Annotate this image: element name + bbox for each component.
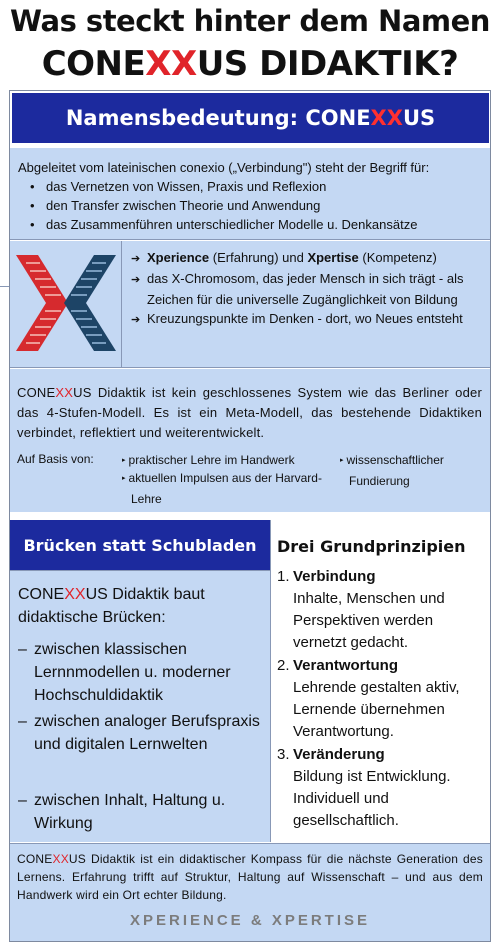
title-brand-xx: XX <box>145 44 197 84</box>
principle-body: Inhalte, Menschen und Perspektiven werden vernetzt gedacht. <box>293 590 445 651</box>
banner-xx: XX <box>370 106 403 130</box>
brand-end: US <box>85 586 108 603</box>
basis-text: aktuellen Impulsen aus der Harvard-Lehre <box>128 471 322 506</box>
list-text: das X-Chromosom, das jeder Mensch in sich trägt - als Zeichen für die universelle Zugänglichkeit von Bildung <box>147 271 464 307</box>
list-text: Kreuzungspunkte im Denken - dort, wo Neues entsteht <box>147 311 463 326</box>
list-item <box>131 309 486 330</box>
banner-text: Namensbedeutung: CONE <box>65 106 371 130</box>
list-item: • das Vernetzen von Wissen, Praxis und Reflexion <box>30 177 417 196</box>
meaning-section <box>10 148 490 240</box>
basis-text: wissenschaftlicher Fundierung <box>346 453 444 488</box>
dna-x-logo-icon <box>10 241 122 368</box>
brand-end: US <box>73 385 92 400</box>
banner-text-end: US <box>402 106 436 130</box>
principle-body: Bildung ist Entwicklung. Individuell und gesellschaftlich. <box>293 768 451 829</box>
bridge-text: zwischen Inhalt, Haltung u. Wirkung <box>34 792 226 832</box>
basis-item <box>340 451 490 490</box>
logo-box <box>10 241 122 368</box>
bridge-text: zwischen klassischen Lernnmodellen u. moderner Hochschuldidaktik <box>34 641 231 704</box>
principle-heading: Verantwortung <box>293 657 399 674</box>
list-item: • den Transfer zwischen Theorie und Anwendung <box>30 196 417 215</box>
page-title-line1: Was steckt hinter dem Namen <box>10 4 490 38</box>
triangle-bullet-icon: ▸ <box>340 457 344 464</box>
principles-title: Drei Grundprinzipien <box>277 537 466 556</box>
brand-start: CONE <box>17 852 53 866</box>
basis-text: praktischer Lehre im Handwerk <box>128 453 295 467</box>
principle-heading: Verbindung <box>293 568 376 585</box>
brand-start: CONE <box>18 586 65 603</box>
principle-item <box>277 655 489 743</box>
closing-text: Didaktik ist ein didaktischer Kompass für die nächste Generation des Lernens. Erfahrung trifft auf Struktur, Haltung auf Wissenschaft – und aus dem Handwerk wird ein Ort echter Bildung. <box>17 852 483 902</box>
meaning-list <box>30 177 417 234</box>
meaning-lead: Abgeleitet vom lateinischen conexio („Verbindung") steht der Begriff für: <box>18 160 430 175</box>
section-banner-name-meaning <box>12 93 489 143</box>
list-item: • das Zusammenführen unterschiedlicher Modelle u. Denkansätze <box>30 215 417 234</box>
principle-item <box>277 744 489 832</box>
arrow-icon: ➔ <box>131 314 141 326</box>
brand-end: US <box>68 852 86 866</box>
footer-tagline: XPERIENCE & XPERTISE <box>129 912 371 929</box>
bridge-item <box>18 710 263 756</box>
principle-number: 1. <box>277 568 290 585</box>
principle-item <box>277 566 489 654</box>
dash-bullet: – <box>18 792 27 809</box>
list-item <box>131 248 486 269</box>
bridges-intro-text: Didaktik baut didaktische Brücken: <box>18 586 205 626</box>
keyword-xpertise: Xpertise <box>307 250 359 265</box>
list-text: (Kompetenz) <box>358 250 437 265</box>
principle-number: 2. <box>277 657 290 674</box>
principle-number: 3. <box>277 746 290 763</box>
page-title-line2 <box>0 44 500 84</box>
basis-item <box>122 469 322 508</box>
principle-body: Lehrende gestalten aktiv, Lernende übernehmen Verantwortung. <box>293 679 460 740</box>
brand-start: CONE <box>17 385 56 400</box>
arrow-icon: ➔ <box>131 274 141 286</box>
triangle-bullet-icon: ▸ <box>122 475 126 482</box>
bridges-intro <box>18 583 263 629</box>
bridge-item <box>18 638 263 707</box>
brand-xx: XX <box>55 385 74 400</box>
section-banner-bridges: Brücken statt Schubladen <box>10 520 270 570</box>
basis-label: Auf Basis von: <box>17 452 94 466</box>
closing-paragraph <box>17 850 483 904</box>
triangle-bullet-icon: ▸ <box>122 457 126 464</box>
list-text: (Erfahrung) und <box>209 250 308 265</box>
brand-xx: XX <box>64 586 86 603</box>
x-meaning-list <box>131 248 486 330</box>
bridge-text: zwischen analoger Berufspraxis und digitalen Lernwelten <box>34 713 260 753</box>
dash-bullet: – <box>18 641 27 658</box>
list-item <box>131 269 486 309</box>
brand-xx: XX <box>52 852 69 866</box>
arrow-icon: ➔ <box>131 253 141 265</box>
meta-model-text: Didaktik ist kein geschlossenes System wie das Berliner oder das 4-Stufen-Modell. Es ist ein Meta-Modell, das bestehende Didaktiken verbindet, reflektiert und weiterentwickelt. <box>17 385 482 440</box>
bridge-item <box>18 789 263 835</box>
title-brand-end: US DIDAKTIK? <box>196 44 459 84</box>
principle-heading: Veränderung <box>293 746 385 763</box>
dash-bullet: – <box>18 713 27 730</box>
title-brand-start: CONE <box>41 44 146 84</box>
meta-model-paragraph <box>17 383 482 443</box>
keyword-xperience: Xperience <box>147 250 210 265</box>
